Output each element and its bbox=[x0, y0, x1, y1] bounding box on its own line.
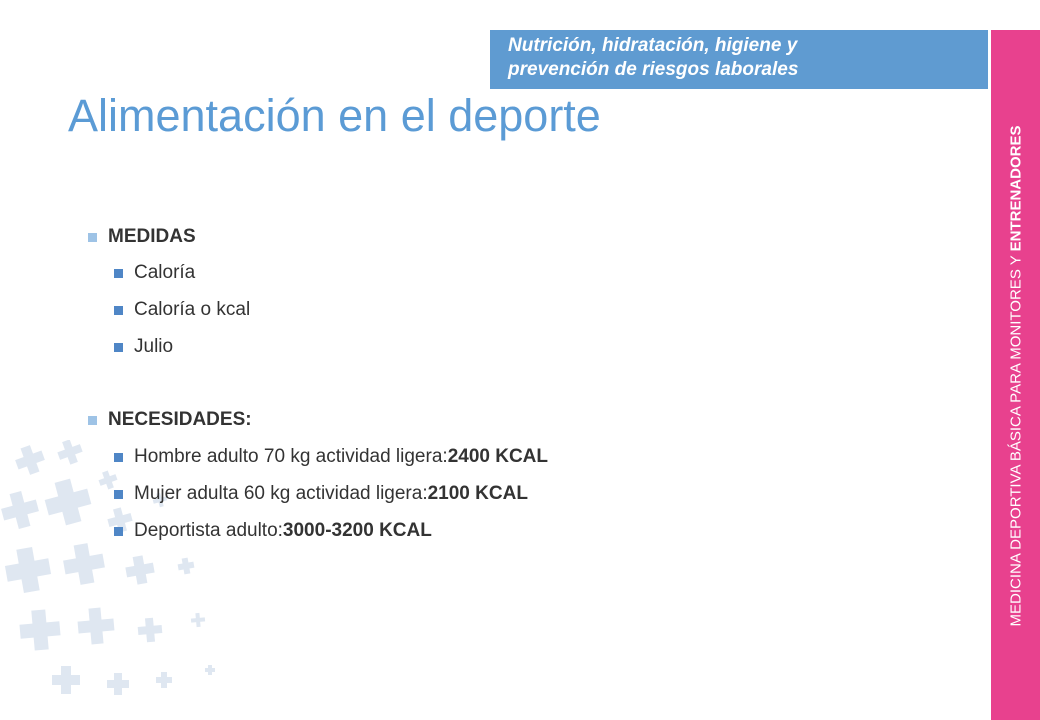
bullet-square-icon bbox=[114, 490, 123, 499]
necesidades-item-value: 3000-3200 KCAL bbox=[282, 520, 432, 541]
necesidades-item-text: Deportista adulto: bbox=[134, 520, 283, 541]
bullet-square-icon bbox=[114, 269, 123, 278]
list-item bbox=[114, 483, 528, 505]
necesidades-item-value: 2100 KCAL bbox=[427, 483, 528, 504]
bullet-square-icon bbox=[114, 306, 123, 315]
bullet-square-icon bbox=[114, 453, 123, 462]
bullet-square-icon bbox=[88, 416, 97, 425]
bullet-square-icon bbox=[114, 527, 123, 536]
header-line-1: Nutrición, hidratación, higiene y bbox=[508, 35, 798, 56]
list-item bbox=[88, 409, 252, 431]
list-item bbox=[88, 226, 196, 248]
side-banner-text bbox=[1008, 126, 1025, 627]
section-heading-medidas: MEDIDAS bbox=[108, 226, 196, 247]
side-banner-emphasis: ENTRENADORES bbox=[1007, 125, 1025, 252]
necesidades-item-value: 2400 KCAL bbox=[447, 446, 549, 467]
medidas-item-label: Julio bbox=[134, 336, 174, 357]
list-item bbox=[114, 446, 548, 468]
necesidades-item-text: Mujer adulta 60 kg actividad ligera: bbox=[134, 483, 428, 504]
page-title: Alimentación en el deporte bbox=[68, 90, 601, 141]
list-item bbox=[114, 336, 173, 358]
bullet-square-icon bbox=[114, 343, 123, 352]
medidas-item-label: Caloría o kcal bbox=[134, 299, 251, 320]
list-item bbox=[114, 520, 432, 542]
header-banner bbox=[490, 30, 988, 89]
bullet-square-icon bbox=[88, 233, 97, 242]
section-heading-necesidades: NECESIDADES: bbox=[108, 409, 252, 430]
cross-pattern-decoration bbox=[0, 440, 240, 720]
side-banner-regular: MEDICINA DEPORTIVA BÁSICA PARA MONITORES Y bbox=[1007, 251, 1025, 627]
list-item bbox=[114, 299, 250, 321]
necesidades-item-text: Hombre adulto 70 kg actividad ligera: bbox=[134, 446, 448, 467]
list-item bbox=[114, 262, 195, 284]
header-line-2: prevención de riesgos laborales bbox=[508, 59, 799, 80]
medidas-item-label: Caloría bbox=[134, 262, 196, 283]
